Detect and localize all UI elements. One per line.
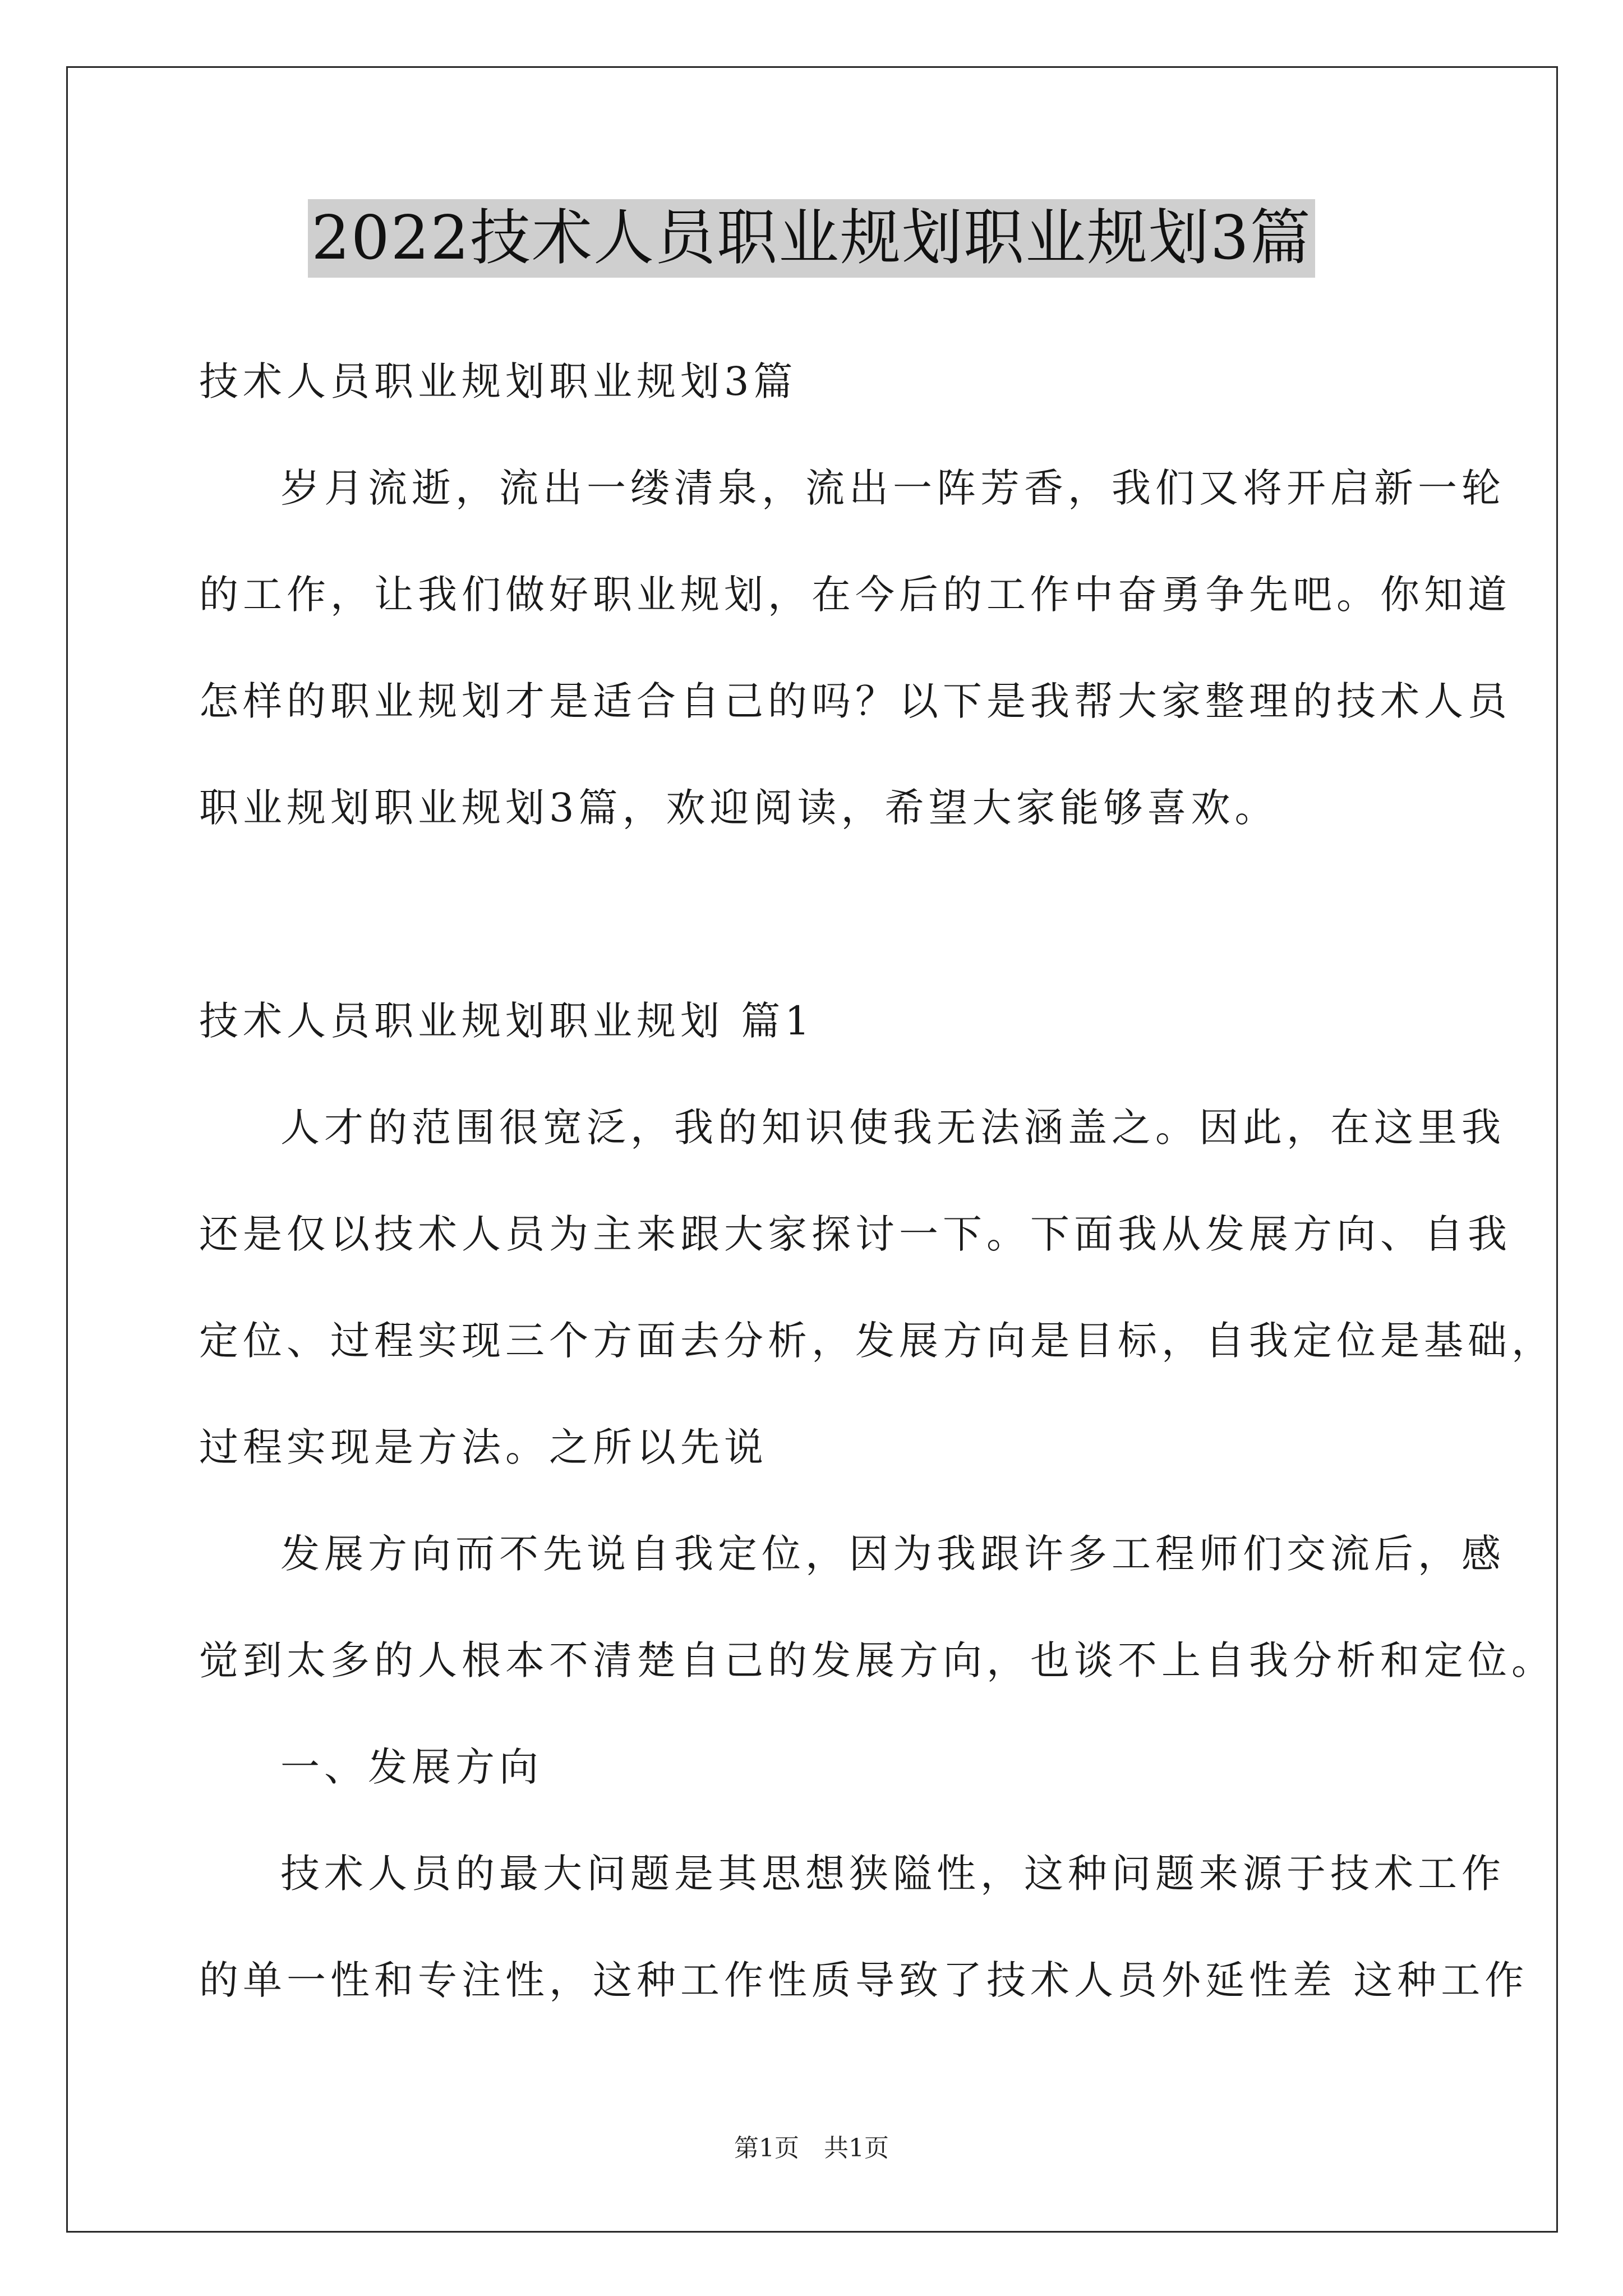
para2-line-2: 觉到太多的人根本不清楚自己的发展方向，也谈不上自我分析和定位。 [199, 1637, 1555, 1683]
intro-line-2: 的工作，让我们做好职业规划，在今后的工作中奋勇争先吧。你知道 [199, 572, 1511, 618]
para1-line-2: 还是仅以技术人员为主来跟大家探讨一下。下面我从发展方向、自我 [199, 1211, 1511, 1257]
document-title: 2022技术人员职业规划职业规划3篇 [308, 199, 1315, 278]
para1-line-4: 过程实现是方法。之所以先说 [199, 1424, 768, 1470]
intro-line-1: 岁月流逝，流出一缕清泉，流出一阵芳香，我们又将开启新一轮 [280, 465, 1505, 511]
title-wrapper [0, 199, 1623, 278]
para2-line-1: 发展方向而不先说自我定位，因为我跟许多工程师们交流后，感 [280, 1531, 1505, 1577]
document-subtitle: 技术人员职业规划职业规划3篇 [199, 358, 797, 404]
para3-line-2: 的单一性和专注性，这种工作性质导致了技术人员外延性差 这种工作 [199, 1957, 1529, 2003]
intro-line-3: 怎样的职业规划才是适合自己的吗？以下是我帮大家整理的技术人员 [199, 678, 1511, 724]
para3-line-1: 技术人员的最大问题是其思想狭隘性，这种问题来源于技术工作 [280, 1851, 1505, 1897]
page-footer: 第1页 共1页 [734, 2134, 889, 2162]
intro-line-4: 职业规划职业规划3篇，欢迎阅读，希望大家能够喜欢。 [199, 785, 1279, 831]
section-heading: 技术人员职业规划职业规划 篇1 [199, 998, 814, 1044]
para1-line-1: 人才的范围很宽泛，我的知识使我无法涵盖之。因此，在这里我 [280, 1105, 1505, 1151]
para1-line-3: 定位、过程实现三个方面去分析，发展方向是目标，自我定位是基础， [199, 1318, 1555, 1364]
subheading: 一、发展方向 [280, 1744, 543, 1790]
